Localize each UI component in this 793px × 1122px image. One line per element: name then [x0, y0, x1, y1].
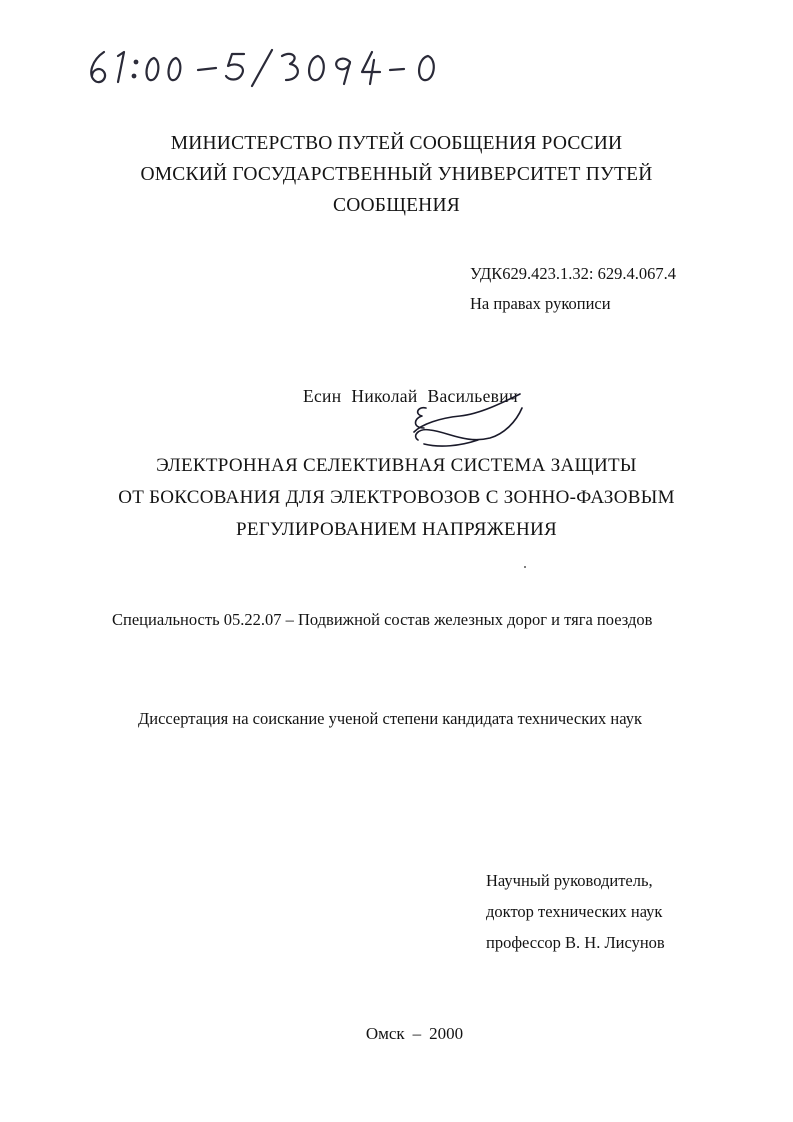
- title-line-2: ОТ БОКСОВАНИЯ ДЛЯ ЭЛЕКТРОВОЗОВ С ЗОННО-ФАЗОВЫМ: [118, 487, 675, 508]
- supervisor-line-2: доктор технических наук: [486, 902, 663, 921]
- author-name: [0, 386, 793, 407]
- city-name: Омск: [365, 1024, 405, 1043]
- supervisor-line-3: профессор В. Н. Лисунов: [486, 933, 665, 952]
- dissertation-degree-line: Диссертация на соискание ученой степени кандидата технических наук: [138, 709, 642, 728]
- author-surname: Есин: [303, 386, 342, 406]
- author-first-name: Николай: [351, 386, 418, 406]
- supervisor-line-1: Научный руководитель,: [486, 871, 653, 890]
- dissertation-title: [0, 450, 793, 546]
- udk-block: [470, 259, 676, 319]
- udk-code: УДК629.423.1.32: 629.4.067.4: [470, 264, 676, 283]
- handwritten-archive-number: [82, 42, 442, 90]
- footer-year: 2000: [429, 1024, 464, 1043]
- author-patronymic: Васильевич: [427, 386, 518, 406]
- manuscript-rights: На правах рукописи: [470, 294, 611, 313]
- scan-speck: [524, 566, 526, 568]
- author-signature: [400, 388, 530, 450]
- specialty-line: Специальность 05.22.07 – Подвижной состав железных дорог и тяга поездов: [112, 610, 653, 629]
- title-line-1: ЭЛЕКТРОННАЯ СЕЛЕКТИВНАЯ СИСТЕМА ЗАЩИТЫ: [156, 455, 637, 476]
- supervisor-block: [486, 865, 665, 958]
- title-line-3: РЕГУЛИРОВАНИЕМ НАПРЯЖЕНИЯ: [236, 519, 557, 540]
- city-year-footer: [0, 1024, 793, 1044]
- footer-dash: –: [412, 1024, 422, 1043]
- ministry-line-2: ОМСКИЙ ГОСУДАРСТВЕННЫЙ УНИВЕРСИТЕТ ПУТЕЙ: [140, 164, 653, 185]
- ministry-line-1: МИНИСТЕРСТВО ПУТЕЙ СООБЩЕНИЯ РОССИИ: [170, 133, 623, 154]
- ministry-line-3: СООБЩЕНИЯ: [333, 195, 460, 216]
- ministry-header: [0, 128, 793, 221]
